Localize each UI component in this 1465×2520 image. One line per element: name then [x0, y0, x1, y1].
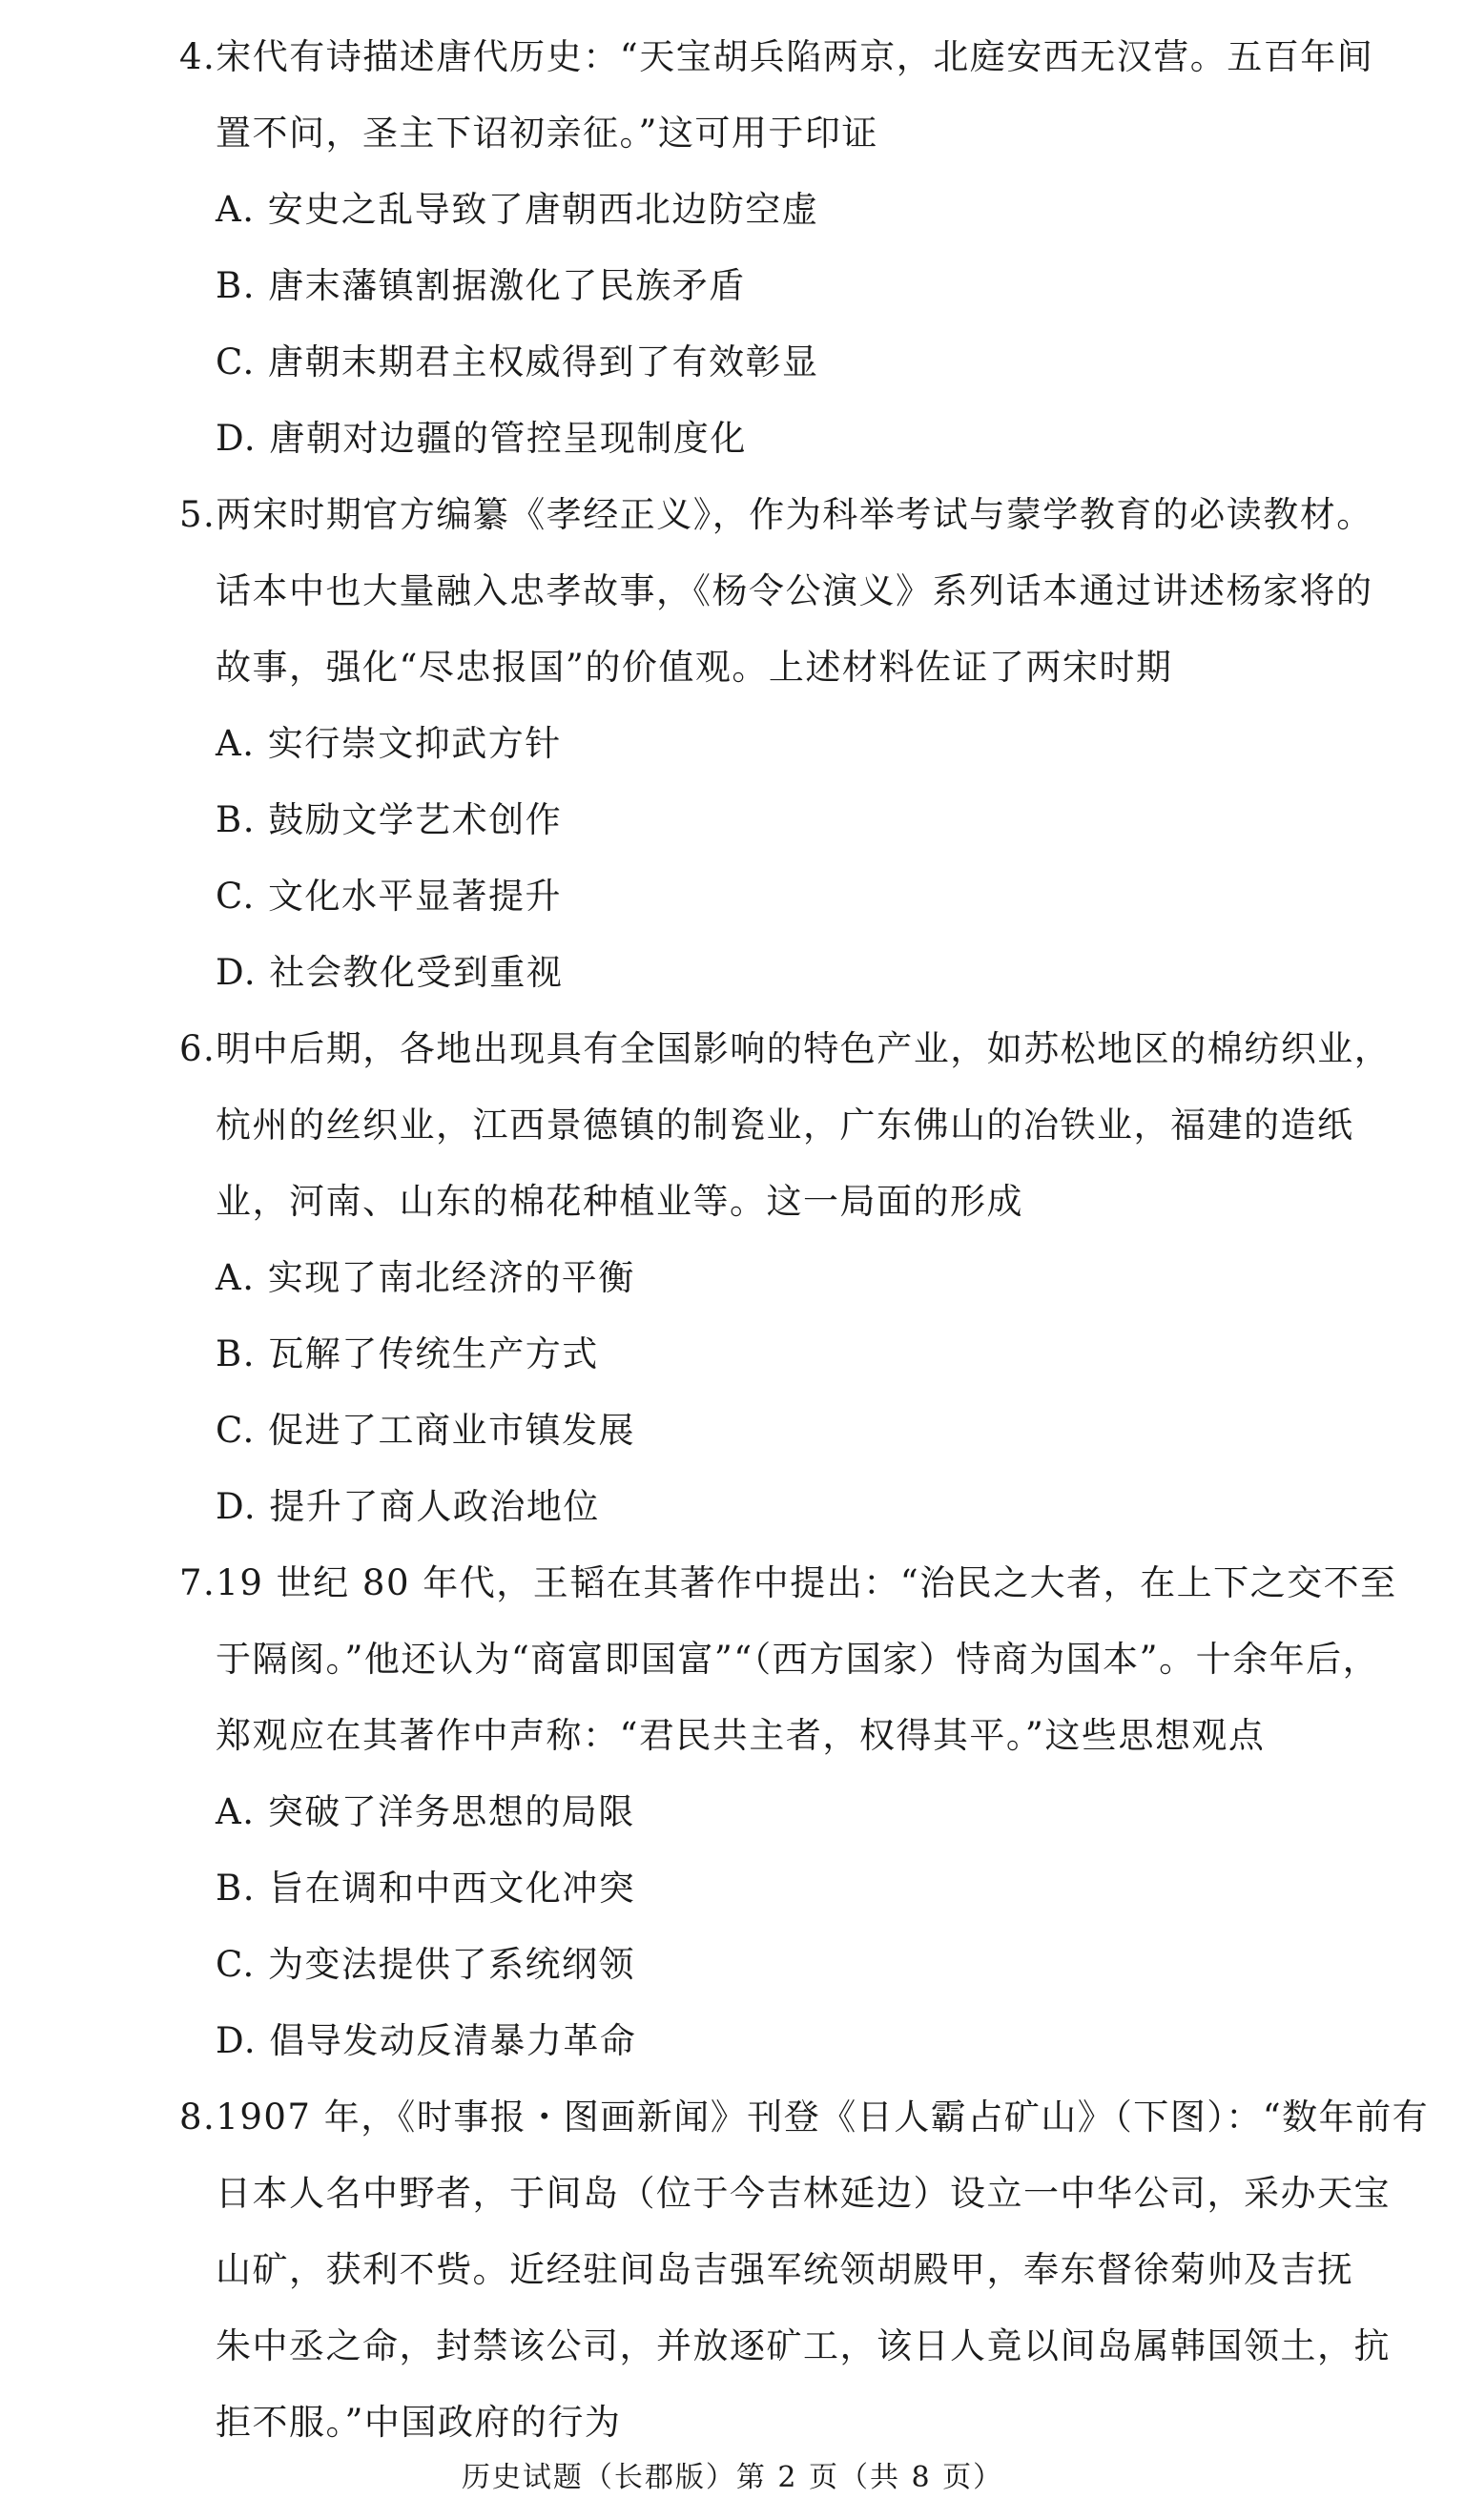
question-stem-line: 朱中丞之命，封禁该公司，并放逐矿工，该日人竟以间岛属韩国领土，抗	[216, 2325, 1391, 2366]
option-d: D. 唐朝对边疆的管控呈现制度化	[216, 418, 747, 459]
option-d: D. 社会教化受到重视	[216, 952, 564, 993]
exam-page	[179, 19, 1429, 2461]
question-5	[179, 477, 1429, 1011]
question-4	[179, 19, 1429, 477]
question-8	[179, 2079, 1429, 2461]
question-stem-line: 7.19 世纪 80 年代，王韬在其著作中提出：“治民之大者，在上下之交不至	[179, 1562, 1397, 1603]
question-stem-line: 4.宋代有诗描述唐代历史：“天宝胡兵陷两京，北庭安西无汉营。五百年间	[179, 36, 1374, 77]
option-a: A. 实现了南北经济的平衡	[216, 1257, 635, 1298]
page-footer: 历史试题（长郡版）第 2 页（共 8 页）	[461, 2461, 1004, 2494]
question-stem-line: 山矿，获利不赀。近经驻间岛吉强军统领胡殿甲，奉东督徐菊帅及吉抚	[216, 2249, 1354, 2290]
question-stem-line: 日本人名中野者，于间岛（位于今吉林延边）设立一中华公司，采办天宝	[216, 2173, 1391, 2214]
question-stem-line: 业，河南、山东的棉花种植业等。这一局面的形成	[216, 1181, 1023, 1222]
option-b: B. 鼓励文学艺术创作	[216, 799, 563, 840]
option-a: A. 突破了洋务思想的局限	[216, 1791, 635, 1832]
question-stem-line: 拒不服。”中国政府的行为	[216, 2402, 622, 2443]
question-stem-line: 杭州的丝织业，江西景德镇的制瓷业，广东佛山的冶铁业，福建的造纸	[216, 1105, 1354, 1146]
option-c: C. 为变法提供了系统纲领	[216, 1944, 636, 1985]
option-a: A. 实行崇文抑武方针	[216, 723, 562, 764]
option-b: B. 唐末藩镇割据激化了民族矛盾	[216, 265, 746, 306]
question-stem-line: 置不问，圣主下诏初亲征。”这可用于印证	[216, 113, 878, 154]
question-7	[179, 1545, 1429, 2079]
option-b: B. 瓦解了传统生产方式	[216, 1333, 599, 1374]
question-stem-line: 于隔阂。”他还认为“商富即国富”“（西方国家）恃商为国本”。十余年后，	[216, 1639, 1380, 1680]
option-a: A. 安史之乱导致了唐朝西北边防空虚	[216, 189, 819, 230]
question-stem-line: 郑观应在其著作中声称：“君民共主者，权得其平。”这些思想观点	[216, 1715, 1266, 1756]
option-c: C. 唐朝末期君主权威得到了有效彰显	[216, 341, 819, 382]
option-b: B. 旨在调和中西文化冲突	[216, 1868, 636, 1909]
option-d: D. 提升了商人政治地位	[216, 1486, 600, 1527]
option-c: C. 促进了工商业市镇发展	[216, 1410, 636, 1451]
question-stem-line: 6.明中后期，各地出现具有全国影响的特色产业，如苏松地区的棉纺织业，	[179, 1028, 1392, 1069]
question-6	[179, 1011, 1429, 1545]
question-stem-line: 话本中也大量融入忠孝故事，《杨令公演义》系列话本通过讲述杨家将的	[216, 570, 1373, 611]
question-stem-line: 8.1907 年，《时事报・图画新闻》刊登《日人霸占矿山》（下图）：“数年前有	[179, 2097, 1430, 2138]
question-stem-line: 5.两宋时期官方编纂《孝经正义》，作为科举考试与蒙学教育的必读教材。	[179, 494, 1373, 535]
option-d: D. 倡导发动反清暴力革命	[216, 2020, 637, 2061]
option-c: C. 文化水平显著提升	[216, 876, 563, 917]
question-stem-line: 故事，强化“尽忠报国”的价值观。上述材料佐证了两宋时期	[216, 647, 1173, 688]
